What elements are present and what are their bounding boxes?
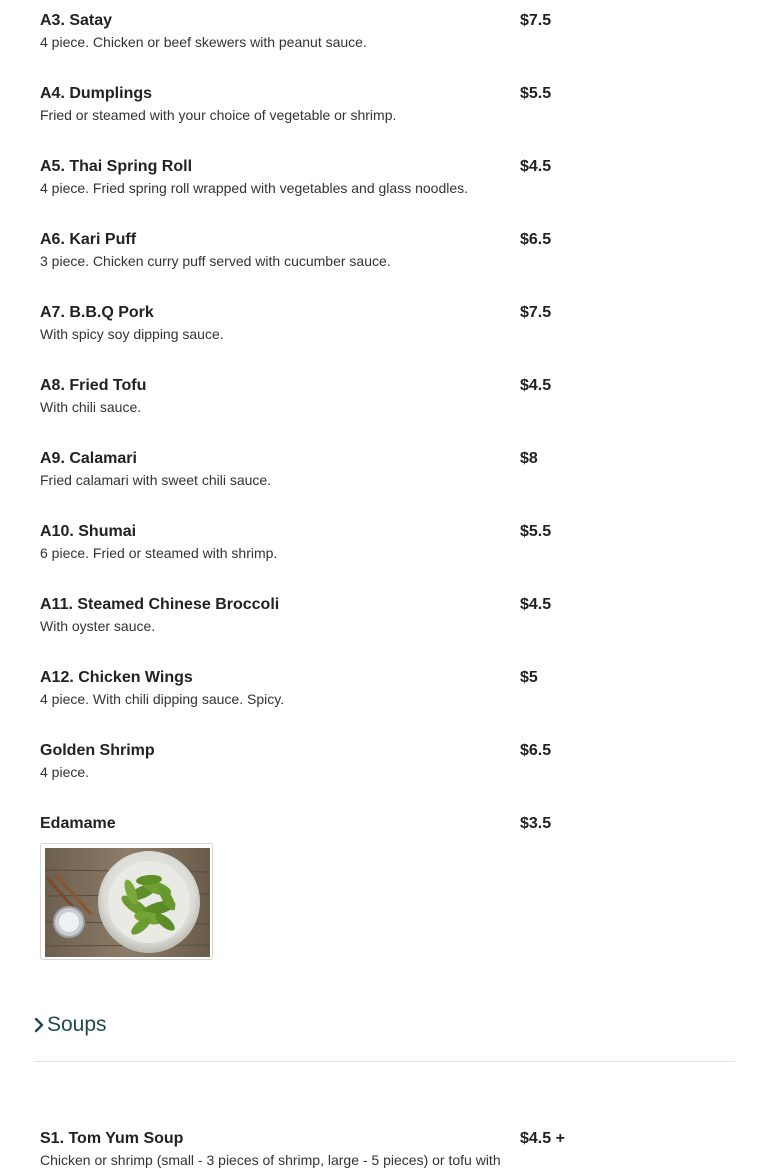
- item-description: 4 piece. With chili dipping sauce. Spicy.: [40, 691, 285, 707]
- item-description: With oyster sauce.: [40, 618, 156, 634]
- item-price: $5.5: [520, 523, 552, 540]
- item-price: $6.5: [520, 231, 552, 248]
- chevron-right-icon: [34, 1017, 44, 1033]
- item-description: With chili sauce.: [40, 399, 142, 415]
- item-price: $6.5: [520, 742, 552, 759]
- section-title: Soups: [47, 1013, 107, 1036]
- item-description: Fried or steamed with your choice of vegetable or shrimp.: [40, 107, 397, 123]
- item-name: A3. Satay: [40, 12, 113, 29]
- item-name: A9. Calamari: [40, 450, 137, 467]
- edamame-photo-image: [45, 848, 210, 957]
- section-header-soups[interactable]: [34, 1010, 735, 1062]
- item-price: $4.5: [520, 596, 552, 613]
- item-name: Golden Shrimp: [40, 742, 155, 759]
- item-name: S1. Tom Yum Soup: [40, 1130, 184, 1147]
- item-price: $7.5: [520, 12, 552, 29]
- item-price: $4.5: [520, 158, 552, 175]
- edamame-photo[interactable]: [40, 843, 213, 960]
- item-name: A10. Shumai: [40, 523, 137, 540]
- item-description: 4 piece.: [40, 764, 90, 780]
- item-price: $5: [520, 669, 538, 686]
- item-price: $5.5: [520, 85, 552, 102]
- item-description: 4 piece. Fried spring roll wrapped with vegetables and glass noodles.: [40, 180, 469, 196]
- item-name: A4. Dumplings: [40, 85, 153, 102]
- item-name: A6. Kari Puff: [40, 231, 137, 248]
- item-name: A8. Fried Tofu: [40, 377, 147, 394]
- item-description: Fried calamari with sweet chili sauce.: [40, 472, 272, 488]
- item-description: 6 piece. Fried or steamed with shrimp.: [40, 545, 278, 561]
- item-description: 3 piece. Chicken curry puff served with cucumber sauce.: [40, 253, 391, 269]
- item-description: With spicy soy dipping sauce.: [40, 326, 224, 342]
- item-description: 4 piece. Chicken or beef skewers with peanut sauce.: [40, 34, 367, 50]
- item-name: Edamame: [40, 815, 116, 832]
- item-price: $4.5: [520, 377, 552, 394]
- item-price: $3.5: [520, 815, 552, 832]
- item-price: $4.5 +: [520, 1130, 565, 1147]
- item-name: A12. Chicken Wings: [40, 669, 193, 686]
- item-name: A11. Steamed Chinese Broccoli: [40, 596, 280, 613]
- item-price: $7.5: [520, 304, 552, 321]
- item-name: A7. B.B.Q Pork: [40, 304, 154, 321]
- item-description: Chicken or shrimp (small - 3 pieces of shrimp, large - 5 pieces) or tofu with: [40, 1152, 501, 1168]
- item-price: $8: [520, 450, 538, 467]
- item-name: A5. Thai Spring Roll: [40, 158, 193, 175]
